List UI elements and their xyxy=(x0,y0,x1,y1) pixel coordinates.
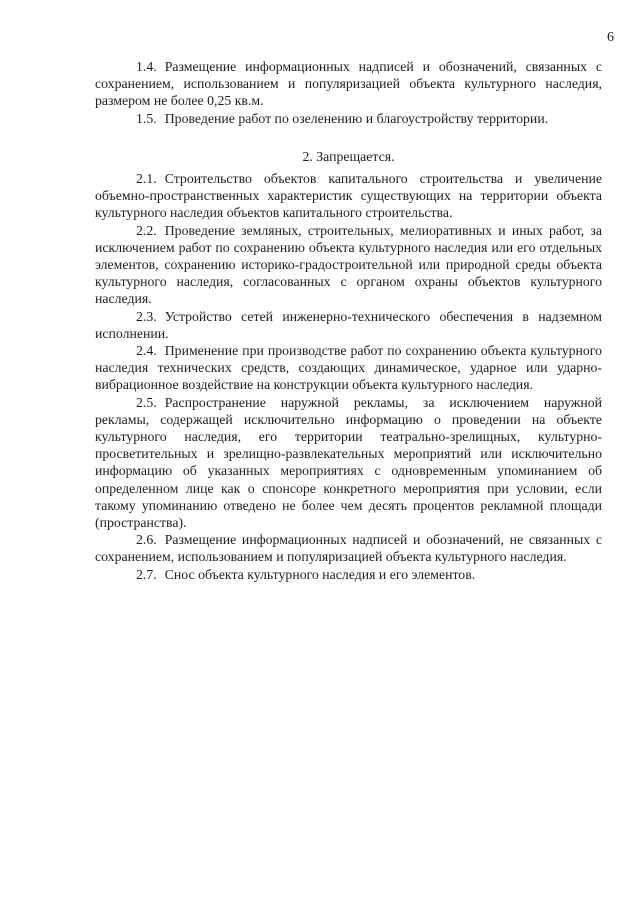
item-1-4 xyxy=(95,58,602,110)
item-text: Размещение информационных надписей и обозначений, связанных с сохранением, использованием и популяризацией объекта культурного наследия, размером не более 0,25 кв.м. xyxy=(95,59,602,109)
item-2-6 xyxy=(95,531,602,565)
item-number: 2.6. xyxy=(136,532,157,548)
item-text: Размещение информационных надписей и обозначений, не связанных с сохранением, использованием и популяризацией объекта культурного наследия. xyxy=(95,532,602,565)
item-number: 2.5. xyxy=(136,394,157,410)
item-number: 2.2. xyxy=(136,222,157,238)
item-2-4 xyxy=(95,342,602,394)
item-number: 1.5. xyxy=(136,110,157,126)
item-number: 2.4. xyxy=(136,343,157,359)
item-number: 2.1. xyxy=(136,171,157,187)
item-text: Проведение земляных, строительных, мелиоративных и иных работ, за исключением работ по сохранению объекта культурного наследия или его отдельных элементов, сохранению историко-градостроительной или природной среды объекта культурного наследия, согласованных с органом охраны объектов культурного наследия. xyxy=(95,222,602,307)
item-text: Снос объекта культурного наследия и его элементов. xyxy=(164,566,476,582)
item-2-7 xyxy=(95,566,602,583)
item-text: Проведение работ по озеленению и благоустройству территории. xyxy=(164,110,549,126)
page-number: 6 xyxy=(607,30,614,45)
section-title: 2. Запрещается. xyxy=(302,148,395,164)
item-1-5 xyxy=(95,110,602,127)
item-text: Устройство сетей инженерно-технического обеспечения в надземном исполнении. xyxy=(95,308,602,341)
item-2-1 xyxy=(95,170,602,222)
item-2-5 xyxy=(95,394,602,532)
item-2-3 xyxy=(95,308,602,342)
item-text: Распространение наружной рекламы, за исключением наружной рекламы, содержащей исключительно информацию о проведении на объекте культурного наследия, его территории театрально-зрелищных, культурно-просветительных и зрелищно-развлекательных мероприятий или исключительно информацию об указанных мероприятиях с одновременным упоминанием об определенном лице как о спонсоре конкретного мероприятия при условии, если такому упоминанию отведено не более чем десять процентов рекламной площади (пространства). xyxy=(95,394,602,531)
item-2-2 xyxy=(95,222,602,308)
item-number: 2.3. xyxy=(136,308,157,324)
document-body xyxy=(95,58,602,583)
item-text: Строительство объектов капитального строительства и увеличение объемно-пространственных характеристик существующих на территории объекта культурного наследия объектов капитального строительства. xyxy=(95,171,602,221)
item-number: 1.4. xyxy=(136,59,157,74)
item-text: Применение при производстве работ по сохранению объекта культурного наследия технических средств, создающих динамическое, ударное или ударно-вибрационное воздействие на конструкции объекта культурного наследия. xyxy=(95,343,602,393)
item-number: 2.7. xyxy=(136,566,157,582)
